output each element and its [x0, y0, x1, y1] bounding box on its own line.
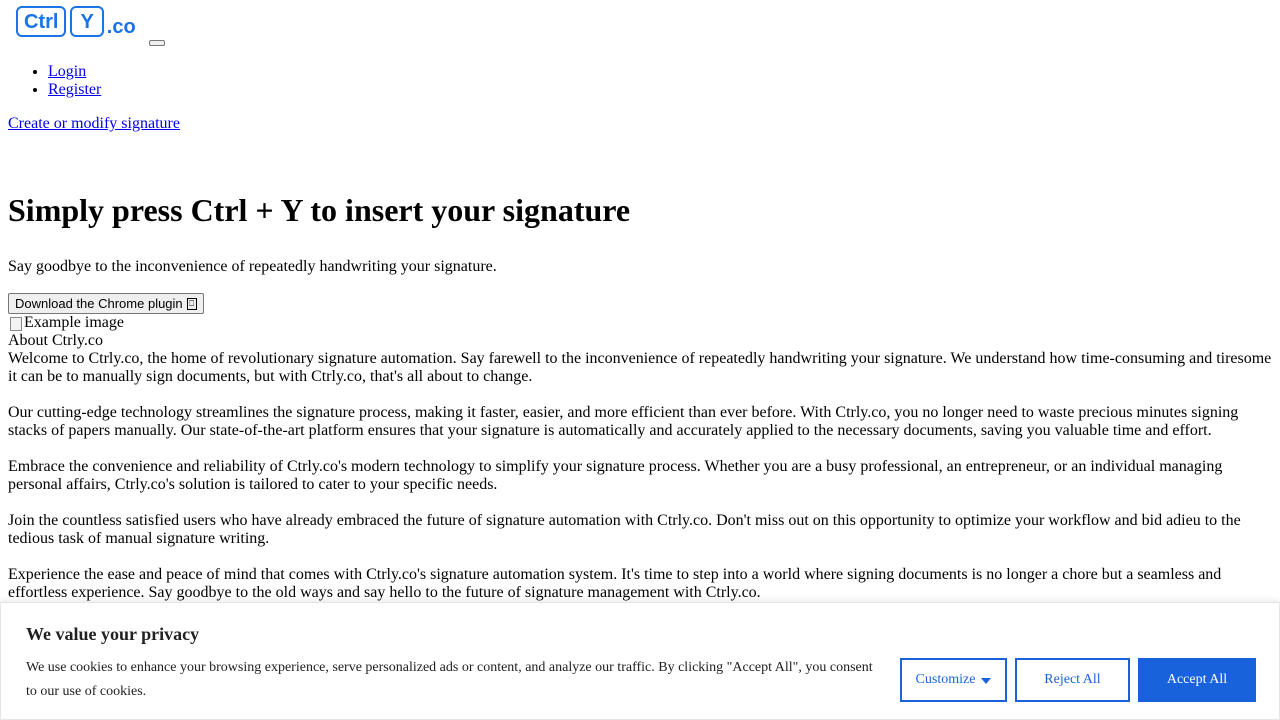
customize-button[interactable] — [900, 658, 1007, 702]
accept-all-button[interactable]: Accept All — [1138, 658, 1256, 702]
reject-all-button[interactable]: Reject All — [1015, 658, 1130, 702]
download-plugin-button[interactable] — [8, 293, 204, 314]
nav-toggle-button[interactable] — [149, 40, 165, 46]
about-paragraph: Our cutting-edge technology streamlines the signature process, making it faster, easier, and more efficient than ever before. With Ctrly.co, you no longer need to waste precious minutes signing stacks of papers manually. Our state-of-the-art platform ensures that your signature is automatically and accurately applied to the necessary documents, saving you valuable time and effort. — [8, 404, 1239, 439]
about-section — [8, 332, 1272, 602]
cookie-banner-title: We value your privacy — [26, 624, 200, 644]
customize-label: Customize — [915, 672, 976, 687]
header — [8, 0, 1272, 51]
about-paragraph: Experience the ease and peace of mind that comes with Ctrly.co's signature automation system. It's time to step into a world where signing documents is no longer a chore but a seamless and effortless experience. Say goodbye to the old ways and say hello to the future of signature management with Ctrly.co. — [8, 566, 1222, 601]
example-image-alt: Example image — [24, 314, 124, 331]
about-paragraph: Welcome to Ctrly.co, the home of revolutionary signature automation. Say farewell to the inconvenience of repeatedly handwriting your signature. We understand how time-consuming and tiresome it can be to manually sign documents, but with Ctrly.co, that's all about to change. — [8, 350, 1272, 385]
caret-down-icon — [981, 678, 991, 684]
download-button-label: Download the Chrome plugin — [15, 296, 183, 311]
nav-list — [8, 63, 1272, 99]
logo-key-ctrl: Ctrl — [16, 6, 66, 37]
cookie-banner — [0, 602, 1280, 720]
hero-title: Simply press Ctrl + Y to insert your signature — [8, 192, 631, 228]
login-link[interactable]: Login — [48, 63, 87, 80]
example-image — [8, 314, 1272, 332]
download-icon: ⎕ — [187, 298, 197, 310]
register-link[interactable]: Register — [48, 81, 102, 98]
nav-item-register — [48, 81, 1272, 99]
logo-key-y: Y — [70, 6, 103, 37]
cookie-banner-text: We use cookies to enhance your browsing experience, serve personalized ads or content, and analyze our traffic. By clicking "Accept All", you consent to our use of cookies. — [26, 660, 873, 699]
broken-image-icon — [8, 315, 24, 331]
logo-suffix: .co — [106, 15, 136, 38]
hero-subtitle: Say goodbye to the inconvenience of repeatedly handwriting your signature. — [8, 258, 497, 275]
nav-item-login — [48, 63, 1272, 81]
brand-logo[interactable] — [16, 6, 136, 37]
about-title: About Ctrly.co — [8, 332, 103, 349]
create-signature-link[interactable]: Create or modify signature — [8, 115, 180, 132]
about-paragraph: Embrace the convenience and reliability of Ctrly.co's modern technology to simplify your signature process. Whether you are a busy professional, an entrepreneur, or an individual managing personal affairs, Ctrly.co's solution is tailored to cater to your specific needs. — [8, 458, 1223, 493]
about-paragraph: Join the countless satisfied users who have already embraced the future of signature automation with Ctrly.co. Don't miss out on this opportunity to optimize your workflow and bid adieu to the tedious task of manual signature writing. — [8, 512, 1241, 547]
